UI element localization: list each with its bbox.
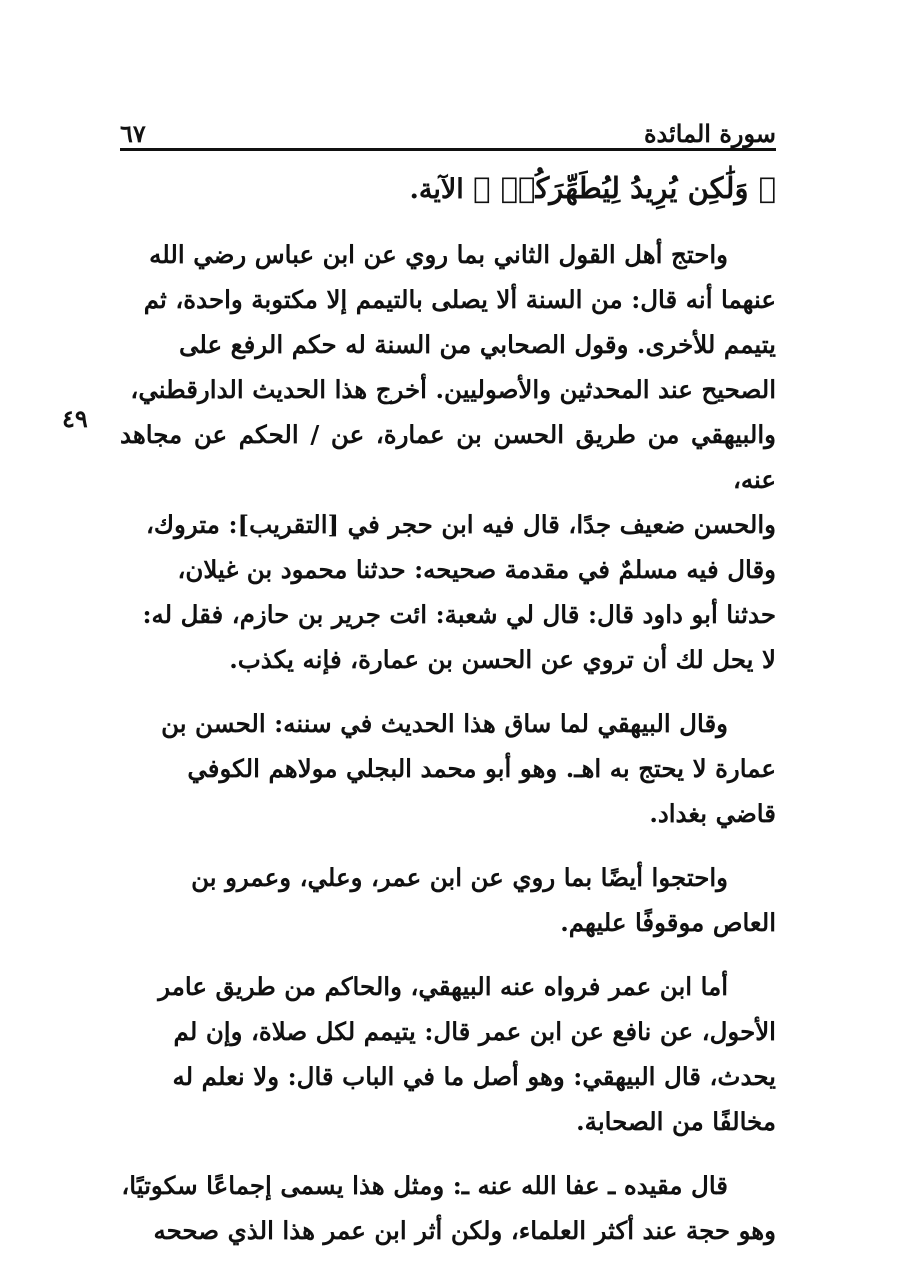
text-line: واحتجوا أيضًا بما روي عن ابن عمر، وعلي، وعمرو بن — [191, 863, 728, 892]
text-line: والحسن ضعيف جدًا، قال فيه ابن حجر في [التقريب]: متروك، — [145, 510, 776, 539]
page-header — [120, 104, 776, 151]
text-line: قاضي بغداد. — [649, 799, 776, 828]
text-line: واحتج أهل القول الثاني بما روي عن ابن عباس رضي الله — [149, 240, 728, 269]
text-line: وهو حجة عند أكثر العلماء، ولكن أثر ابن عمر هذا الذي صححه — [153, 1216, 776, 1245]
manuscript-folio-number: ٤٩ — [62, 404, 88, 433]
paragraph — [120, 232, 776, 682]
paragraph — [120, 855, 776, 945]
text-line: قال مقيده ـ عفا الله عنه ـ: ومثل هذا يسمى إجماعًا سكوتيًا، — [121, 1171, 728, 1200]
paragraph — [120, 701, 776, 836]
text-line: عمارة لا يحتج به اهـ. وهو أبو محمد البجلي مولاهم الكوفي — [187, 754, 776, 783]
text-line: حدثنا أبو داود قال: قال لي شعبة: ائت جرير بن حازم، فقل له: — [142, 600, 776, 629]
text-line: الصحيح عند المحدثين والأصوليين. أخرج هذا الحديث الدارقطني، — [130, 375, 776, 404]
text-line: والبيهقي من طريق الحسن بن عمارة، عن / الحكم عن مجاهد عنه، — [120, 420, 776, 494]
running-title: سورة المائدة — [643, 119, 776, 148]
text-line: يتيمم للأخرى. وقول الصحابي من السنة له حكم الرفع على — [178, 330, 776, 359]
text-line: الأحول، عن نافع عن ابن عمر قال: يتيمم لكل صلاة، وإن لم — [173, 1017, 776, 1046]
text-line: لا يحل لك أن تروي عن الحسن بن عمارة، فإنه يكذب. — [229, 645, 776, 674]
verse-line — [409, 168, 776, 210]
quran-verse: ﴿ وَلَٰكِن يُرِيدُ لِيُطَهِّرَكُمۡ ﴾ — [473, 171, 776, 205]
text-line: يحدث، قال البيهقي: وهو أصل ما في الباب قال: ولا نعلم له — [172, 1062, 776, 1091]
paragraph — [120, 1163, 776, 1253]
text-line: أما ابن عمر فرواه عنه البيهقي، والحاكم من طريق عامر — [158, 972, 728, 1001]
verse-suffix: الآية. — [409, 174, 474, 205]
text-line: العاص موقوفًا عليهم. — [560, 908, 776, 937]
paragraph — [120, 964, 776, 1144]
page-number: ٦٧ — [120, 119, 146, 148]
text-line: وقال فيه مسلمٌ في مقدمة صحيحه: حدثنا محمود بن غيلان، — [177, 555, 776, 584]
text-line: مخالفًا من الصحابة. — [576, 1107, 776, 1136]
text-line: عنهما أنه قال: من السنة ألا يصلى بالتيمم إلا مكتوبة واحدة، ثم — [143, 285, 776, 314]
text-line: وقال البيهقي لما ساق هذا الحديث في سننه: الحسن بن — [161, 709, 728, 738]
body-text — [120, 232, 776, 1253]
